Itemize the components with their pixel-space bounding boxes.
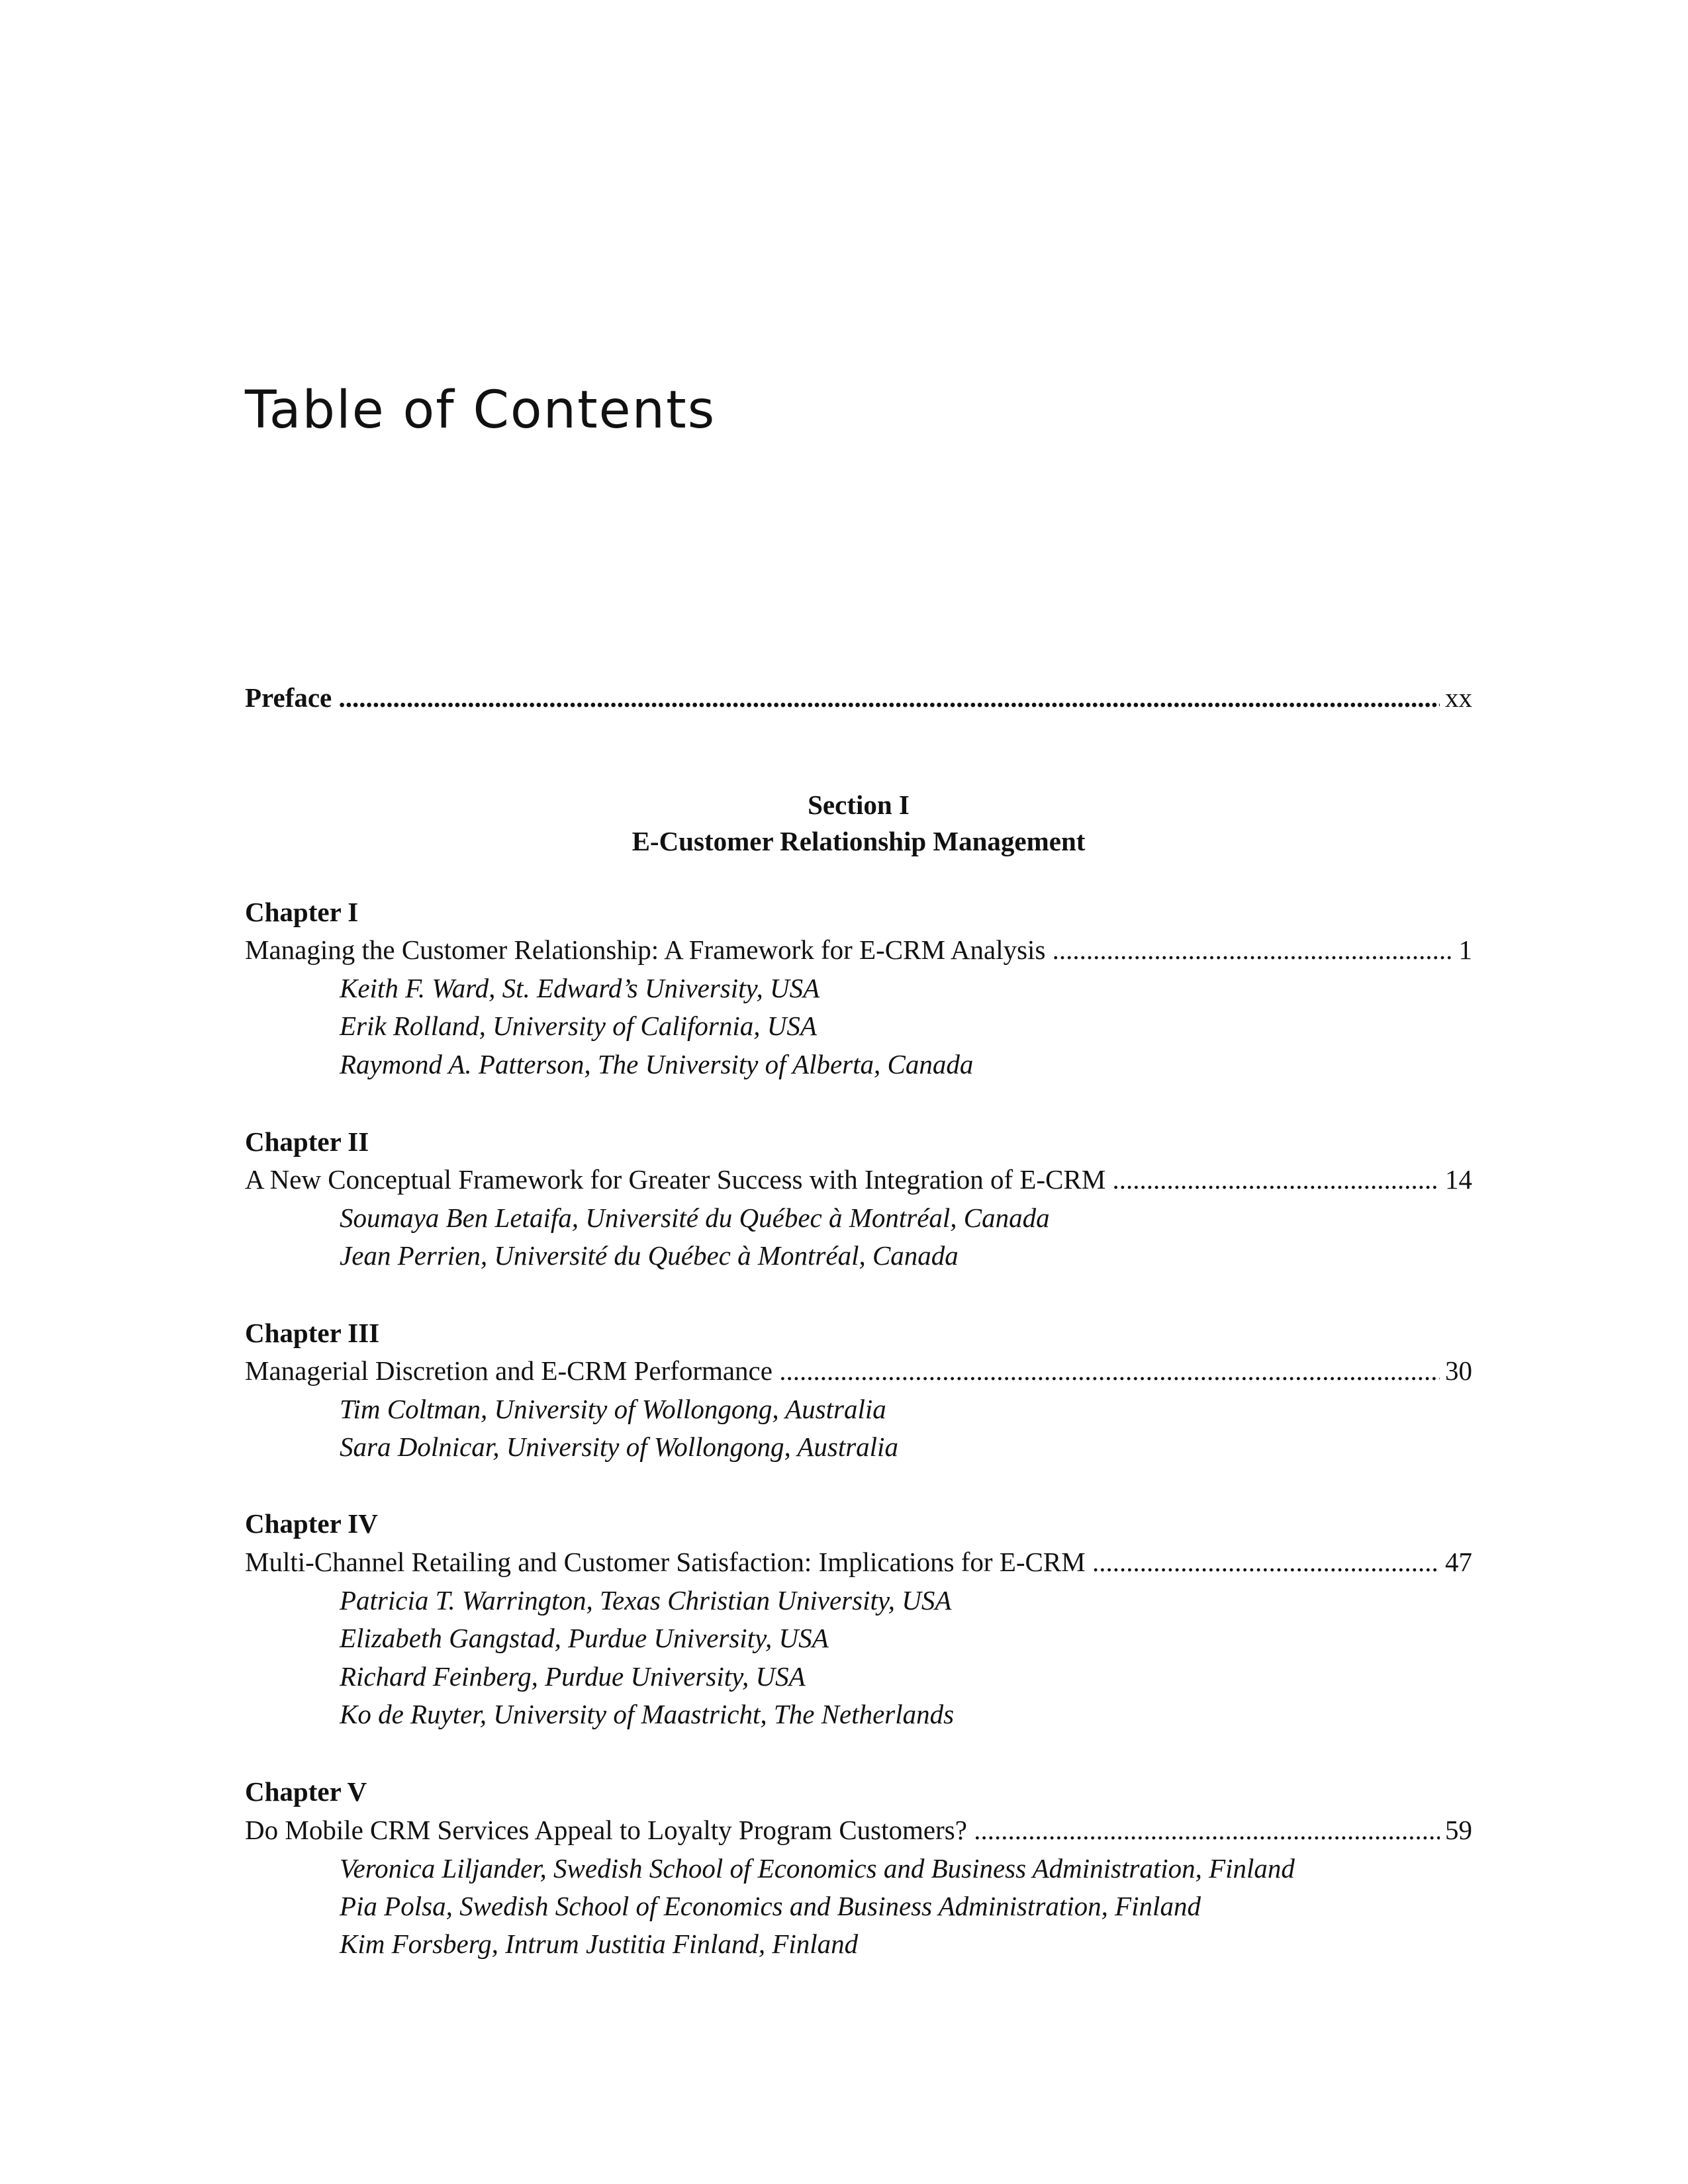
page-number: xx [1445,682,1472,713]
page-number: 14 [1445,1164,1472,1195]
section-number: Section I [808,790,910,820]
page-number: 30 [1445,1355,1472,1386]
toc-entry-chapter-2[interactable] [245,1161,1472,1198]
toc-entry-chapter-4[interactable] [245,1543,1472,1580]
page-number: 59 [1445,1815,1472,1845]
chapter-label: Chapter II [245,1126,369,1157]
chapter-label: Chapter IV [245,1508,378,1539]
chapter-label: Chapter I [245,897,359,927]
author-affiliation: Erik Rolland, University of California, USA [340,1011,817,1041]
author-affiliation: Raymond A. Patterson, The University of Alberta, Canada [340,1049,974,1079]
toc-entry-preface[interactable] [245,679,1472,716]
toc-entry-chapter-5[interactable] [245,1811,1472,1848]
page-number: 1 [1458,934,1472,965]
chapter-label: Chapter V [245,1776,367,1807]
section-name: E-Customer Relationship Management [632,826,1086,856]
page-title: Table of Contents [245,381,716,440]
chapter-title: Managerial Discretion and E-CRM Performance ..... [245,1352,1440,1389]
author-affiliation: Patricia T. Warrington, Texas Christian University, USA [340,1585,952,1615]
author-affiliation: Richard Feinberg, Purdue University, USA [340,1661,806,1692]
toc-entry-chapter-1[interactable] [245,931,1472,968]
chapter-title: Multi-Channel Retailing and Customer Satisfaction: Implications for E-CRM ..... [245,1543,1440,1580]
author-affiliation: Veronica Liljander, Swedish School of Economics and Business Administration, Finland [340,1853,1295,1884]
author-affiliation: Soumaya Ben Letaifa, Université du Québec à Montréal, Canada [340,1203,1050,1233]
author-affiliation: Elizabeth Gangstad, Purdue University, USA [340,1623,829,1653]
preface-label: Preface ..... [245,679,1440,716]
chapter-title: Managing the Customer Relationship: A Framework for E-CRM Analysis ..... [245,931,1454,968]
page-number: 47 [1445,1547,1472,1577]
author-affiliation: Tim Coltman, University of Wollongong, Australia [340,1394,886,1424]
toc-entry-chapter-3[interactable] [245,1352,1472,1389]
chapter-label: Chapter III [245,1318,380,1348]
author-affiliation: Jean Perrien, Université du Québec à Montréal, Canada [340,1240,959,1271]
author-affiliation: Ko de Ruyter, University of Maastricht, The Netherlands [340,1699,955,1729]
chapter-title: A New Conceptual Framework for Greater Success with Integration of E-CRM ..... [245,1161,1440,1198]
author-affiliation: Sara Dolnicar, University of Wollongong, Australia [340,1432,898,1462]
chapter-title: Do Mobile CRM Services Appeal to Loyalty Program Customers? ..... [245,1811,1440,1848]
author-affiliation: Pia Polsa, Swedish School of Economics and Business Administration, Finland [340,1891,1201,1921]
author-affiliation: Kim Forsberg, Intrum Justitia Finland, Finland [340,1929,859,1959]
author-affiliation: Keith F. Ward, St. Edward’s University, USA [340,973,820,1003]
